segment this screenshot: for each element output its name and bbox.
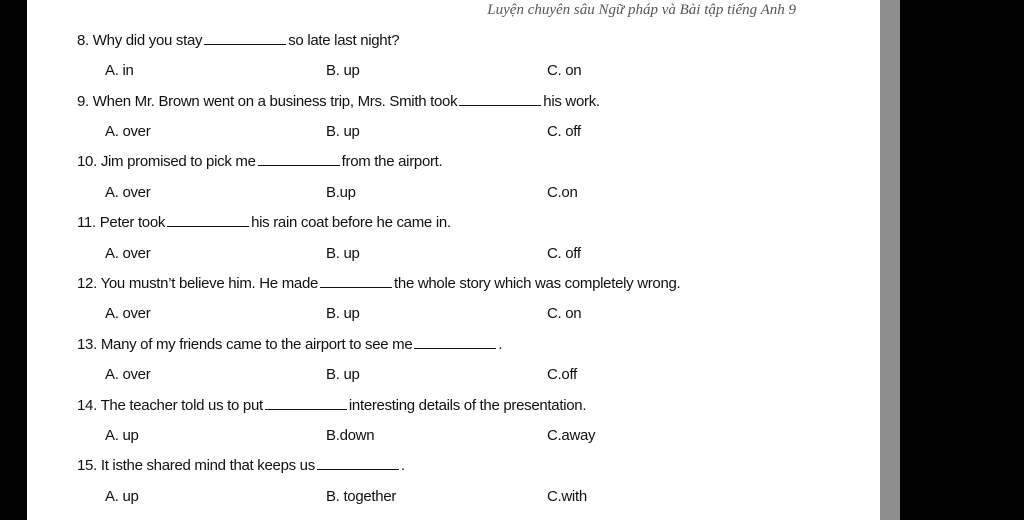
question-15 xyxy=(77,455,405,477)
question-text-after: his rain coat before he came in. xyxy=(251,214,451,231)
answer-blank xyxy=(459,91,541,106)
question-number: 10. xyxy=(77,153,97,170)
option-b: B. together xyxy=(326,488,397,505)
option-c: C.off xyxy=(547,366,577,383)
question-text-before: You mustn’t believe him. He made xyxy=(100,275,319,292)
answer-blank xyxy=(258,151,340,166)
question-12 xyxy=(77,273,680,295)
option-c: C.away xyxy=(547,427,596,444)
option-c: C. on xyxy=(547,62,582,79)
option-c: C. off xyxy=(547,123,581,140)
answer-blank xyxy=(167,212,249,227)
answer-blank xyxy=(414,334,496,349)
question-11 xyxy=(77,212,451,234)
question-number: 12. xyxy=(77,275,97,292)
answer-blank xyxy=(265,395,347,410)
question-text-after: . xyxy=(498,336,503,353)
question-text-before: Why did you stay xyxy=(92,32,203,49)
answer-blank xyxy=(320,273,392,288)
question-10 xyxy=(77,151,442,173)
question-text-before: Many of my friends came to the airport to see me xyxy=(100,336,413,353)
option-a: A. over xyxy=(105,305,151,322)
option-b: B. up xyxy=(326,123,360,140)
option-a: A. over xyxy=(105,184,151,201)
question-text-after: the whole story which was completely wrong. xyxy=(394,275,681,292)
option-c: C.with xyxy=(547,488,587,505)
question-number: 9. xyxy=(77,93,89,110)
question-8 xyxy=(77,30,399,52)
worksheet-page xyxy=(27,0,880,520)
question-text-after: from the airport. xyxy=(341,153,443,170)
question-13 xyxy=(77,334,502,356)
option-c: C. off xyxy=(547,245,581,262)
question-text-before: It isthe shared mind that keeps us xyxy=(100,457,315,474)
option-b: B.down xyxy=(326,427,375,444)
option-b: B. up xyxy=(326,366,360,383)
question-number: 14. xyxy=(77,397,97,414)
question-number: 8. xyxy=(77,32,89,49)
question-14 xyxy=(77,395,586,417)
option-c: C. on xyxy=(547,305,582,322)
question-text-before: The teacher told us to put xyxy=(100,397,263,414)
option-a: A. over xyxy=(105,123,151,140)
option-a: A. over xyxy=(105,366,151,383)
option-c: C.on xyxy=(547,184,578,201)
question-text-before: Peter took xyxy=(99,214,166,231)
option-a: A. over xyxy=(105,245,151,262)
question-text-after: . xyxy=(400,457,405,474)
question-text-after: interesting details of the presentation. xyxy=(348,397,587,414)
option-b: B. up xyxy=(326,62,360,79)
question-number: 11. xyxy=(77,214,96,231)
option-a: A. up xyxy=(105,427,139,444)
question-text-before: Jim promised to pick me xyxy=(100,153,256,170)
page-edge-shadow xyxy=(880,0,900,520)
option-a: A. in xyxy=(105,62,134,79)
question-text-after: so late last night? xyxy=(288,32,400,49)
answer-blank xyxy=(317,455,399,470)
question-text-before: When Mr. Brown went on a business trip, Mrs. Smith took xyxy=(92,93,458,110)
option-a: A. up xyxy=(105,488,139,505)
option-b: B. up xyxy=(326,305,360,322)
question-number: 15. xyxy=(77,457,97,474)
answer-blank xyxy=(204,30,286,45)
page-header: Luyện chuyên sâu Ngữ pháp và Bài tập tiếng Anh 9 xyxy=(487,2,796,18)
option-b: B. up xyxy=(326,245,360,262)
question-number: 13. xyxy=(77,336,97,353)
question-text-after: his work. xyxy=(543,93,600,110)
option-b: B.up xyxy=(326,184,356,201)
question-9 xyxy=(77,91,600,113)
